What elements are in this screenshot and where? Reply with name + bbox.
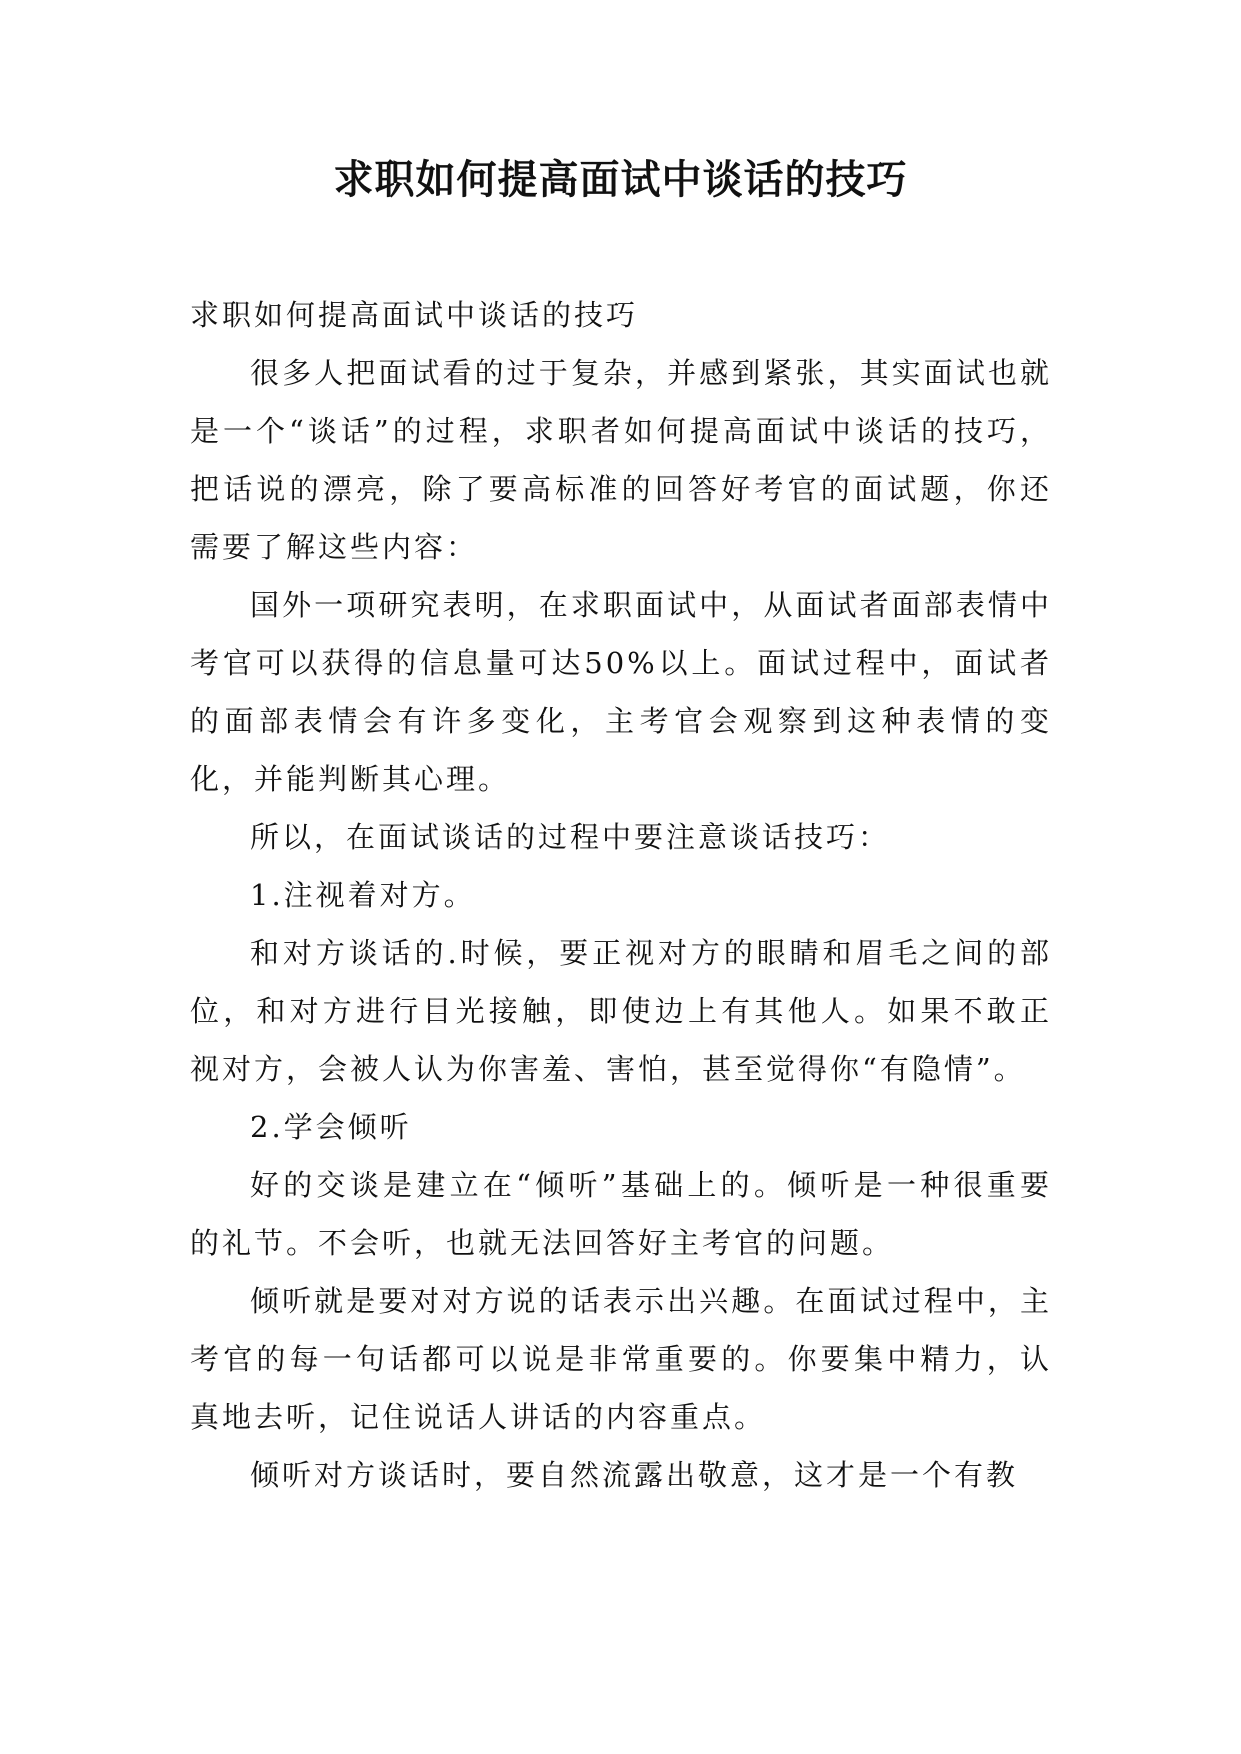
paragraph-listening: 好的交谈是建立在“倾听”基础上的。倾听是一种很重要的礼节。不会听，也就无法回答好主考官的问题。 (190, 1168, 1052, 1260)
paragraph-subtitle: 求职如何提高面试中谈话的技巧 (190, 298, 639, 332)
paragraph-eye-contact: 和对方谈话的.时候，要正视对方的眼睛和眉毛之间的部位，和对方进行目光接触，即使边上有其他人。如果不敢正视对方，会被人认为你害羞、害怕，甚至觉得你“有隐情”。 (190, 936, 1052, 1086)
paragraph-listening-interest: 倾听就是要对对方说的话表示出兴趣。在面试过程中，主考官的每一句话都可以说是非常重要的。你要集中精力，认真地去听，记住说话人讲话的内容重点。 (190, 1284, 1052, 1434)
paragraph-listening-respect: 倾听对方谈话时，要自然流露出敬意，这才是一个有教 (250, 1458, 1019, 1492)
document-body (190, 286, 1052, 1504)
paragraph-intro: 很多人把面试看的过于复杂，并感到紧张，其实面试也就是一个“谈话”的过程，求职者如何提高面试中谈话的技巧，把话说的漂亮，除了要高标准的回答好考官的面试题，你还需要了解这些内容： (190, 356, 1052, 564)
paragraph-heading-1: 1.注视着对方。 (250, 878, 476, 912)
paragraph-research: 国外一项研究表明，在求职面试中，从面试者面部表情中考官可以获得的信息量可达50%以上。面试过程中，面试者的面部表情会有许多变化，主考官会观察到这种表情的变化，并能判断其心理。 (190, 588, 1052, 796)
paragraph-tips-lead: 所以，在面试谈话的过程中要注意谈话技巧： (250, 820, 891, 854)
document-title: 求职如何提高面试中谈话的技巧 (333, 157, 908, 203)
paragraph-heading-2: 2.学会倾听 (250, 1110, 412, 1144)
